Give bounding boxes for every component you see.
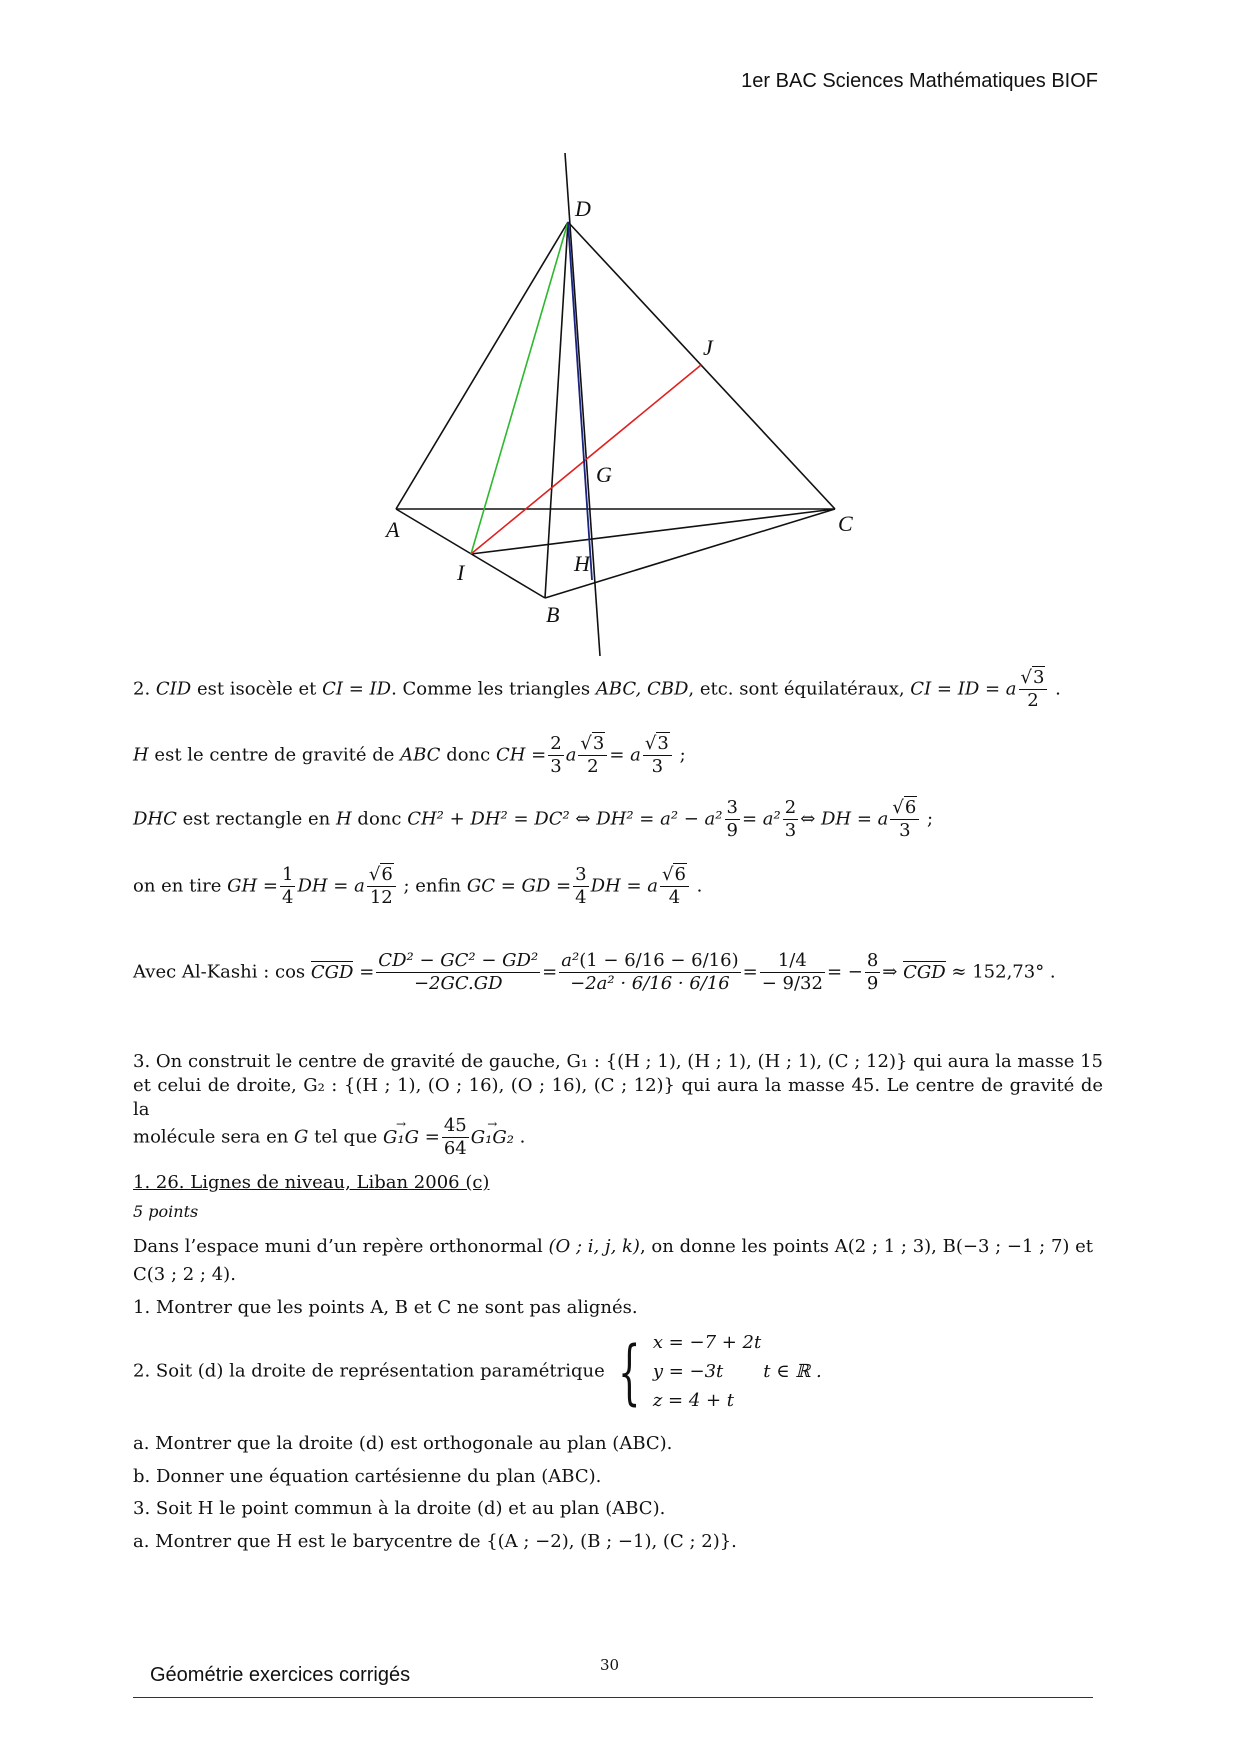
fraction: $\frac{√3}{2}$ — [1019, 667, 1048, 712]
page-header: 1er BAC Sciences Mathématiques BIOF — [741, 70, 1098, 92]
question-3: 3. Soit H le point commun à la droite (d) et au plan (ABC). — [133, 1498, 666, 1519]
label-c: C — [838, 511, 853, 536]
label-j: J — [703, 335, 713, 360]
tetrahedron-figure — [0, 0, 1240, 680]
fraction: $\frac{√3}{3}$ — [643, 733, 672, 778]
fraction: $\frac{3}{4}$ — [575, 864, 587, 908]
page-number: 30 — [600, 1656, 620, 1674]
exercise-title: 1. 26. Lignes de niveau, Liban 2006 (c) — [133, 1172, 490, 1193]
exercise-intro-2: C(3 ; 2 ; 4). — [133, 1264, 236, 1285]
fraction: $\frac{\text{CD² − GC² − GD²}}{-2GC.GD}$ — [378, 950, 539, 994]
edge-da — [396, 222, 568, 509]
segment-di — [471, 222, 568, 554]
solution-line-barycentre: 3. On construit le centre de gravité de gauche, G₁ : {(H ; 1), (H ; 1), (H ; 1), (C ; 12)} qui aura la masse 15 et celui de droite, G₂ : {(H ; 1), (O ; 16), (O ; 16), (C ; 12)} qui aura la masse 45. Le centre de gravité de la — [133, 1051, 1103, 1120]
fraction: $\frac{2}{3}$ — [550, 733, 562, 777]
solution-line-4: on en tire GH = $\frac{1}{4}$ DH = a $\frac{√6}{12}$ ; enfin GC = GD = $\frac{3}{4}$ DH = a $\frac{√6}{4}$ . — [133, 864, 703, 908]
text: . — [1049, 678, 1061, 700]
fraction: $\frac{√6}{12}$ — [367, 864, 396, 909]
question-2a: a. Montrer que la droite (d) est orthogonale au plan (ABC). — [133, 1433, 673, 1454]
text: , etc. sont équilatéraux, — [688, 678, 911, 700]
equation: CI = ID = a — [910, 678, 1017, 700]
exercise-points: 5 points — [133, 1202, 199, 1221]
fraction: $\frac{45}{64}$ — [443, 1115, 467, 1159]
label-a: A — [386, 517, 400, 542]
triangles: ABC, CBD — [595, 678, 689, 700]
parametric-system: x = −7 + 2t y = −3t t ∈ ℝ . z = 4 + t — [652, 1332, 822, 1411]
question-2b: b. Donner une équation cartésienne du plan (ABC). — [133, 1466, 602, 1487]
solution-line-molecule: molécule sera en G tel que → G₁G = $\frac{45}{64}$ → G₁G₂ . — [133, 1115, 525, 1160]
label-h: H — [574, 551, 590, 576]
fraction: $\frac{8}{9}$ — [866, 950, 879, 994]
question-2: 2. Soit (d) la droite de représentation paramétrique { x = −7 + 2t y = −3t t ∈ ℝ . z = 4 + t — [133, 1328, 822, 1415]
fraction: $\frac{1/4}{- 9/32}$ — [761, 950, 823, 994]
question-1: 1. Montrer que les points A, B et C ne sont pas alignés. — [133, 1297, 638, 1318]
segment-dh — [568, 222, 592, 580]
solution-line-3: DHC est rectangle en H donc CH² + DH² = DC² ⇔ DH² = a² − a² $\frac{3}{9}$ = a² $\frac{2}{3}$ ⇔ DH = a $\frac{√6}{3}$ ; — [133, 797, 934, 841]
repere: (O ; i, j, k) — [548, 1236, 640, 1257]
fraction: $\frac{2}{3}$ — [784, 797, 797, 841]
footer-title: Géométrie exercices corrigés — [150, 1664, 411, 1686]
brace: { — [617, 1330, 640, 1413]
text: est isocèle et — [191, 678, 323, 700]
triangle-name: CID — [155, 678, 192, 700]
fraction: $\frac{1}{4}$ — [281, 864, 294, 908]
label-d: D — [575, 196, 591, 221]
item-number: 2. — [133, 678, 156, 700]
solution-line-1 — [133, 667, 1061, 712]
segment-ic — [471, 509, 835, 554]
exercise-intro-1: Dans l’espace muni d’un repère orthonormal (O ; i, j, k), on donne les points A(2 ; 1 ; 3), B(−3 ; −1 ; 7) et — [133, 1236, 1094, 1257]
label-g: G — [596, 462, 612, 487]
edge-db — [545, 222, 568, 598]
vector-g1g: → G₁G — [383, 1126, 419, 1150]
question-3a: a. Montrer que H est le barycentre de {(A ; −2), (B ; −1), (C ; 2)}. — [133, 1531, 737, 1552]
equality: CI = ID — [322, 678, 392, 700]
text: . Comme les triangles — [391, 678, 596, 700]
vector-g1g2: → G₁G₂ — [471, 1126, 514, 1150]
fraction: $\frac{3}{9}$ — [726, 797, 738, 841]
label-b: B — [546, 602, 560, 627]
fraction: $\frac{\text{a²(1 − 6/16 − 6/16)}}{\text{−2a² · 6/16 · 6/16}}$ — [561, 950, 739, 994]
segment-ij — [471, 365, 701, 554]
fraction: $\frac{√6}{3}$ — [890, 797, 919, 842]
label-i: I — [457, 560, 465, 585]
solution-line-al-kashi: Avec Al-Kashi : cos CGD = $\frac{\text{CD² − GC² − GD²}}{-2GC.GD}$ = $\frac{\text{a²(1 − 6/16 − 6/16)}}{\text{−2a² · 6/16 · 6/16}}$ = $\frac{1/4}{- 9/32}$ = − $\frac{8}{9}$ ⇒ CGD ≈ 152,73° . — [133, 950, 1056, 994]
line-dh-extended — [565, 153, 600, 656]
footer-divider — [133, 1697, 1093, 1698]
fraction: $\frac{√6}{4}$ — [660, 864, 689, 909]
fraction: $\frac{√3}{2}$ — [578, 733, 607, 778]
solution-line-2: H est le centre de gravité de ABC donc CH = $\frac{2}{3}$ a $\frac{√3}{2}$ = a $\frac{√3}{3}$ ; — [133, 733, 686, 777]
